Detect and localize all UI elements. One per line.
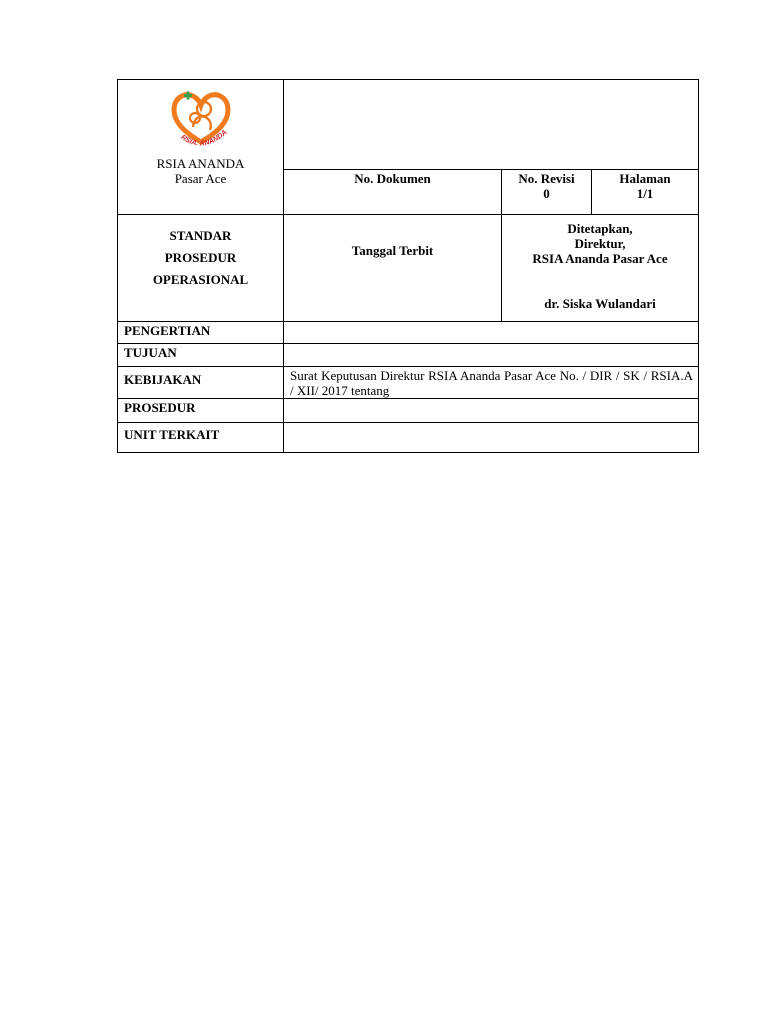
section-content-pengertian (284, 322, 699, 344)
approval-signatory: dr. Siska Wulandari (544, 296, 656, 311)
approval-cell (502, 215, 699, 322)
hospital-location: Pasar Ace (174, 171, 227, 186)
page-label: Halaman (619, 171, 671, 186)
section-row (118, 367, 699, 399)
section-row (118, 322, 699, 344)
section-content-unit-terkait (284, 423, 699, 453)
section-row (118, 399, 699, 423)
sop-title-line-3: OPERASIONAL (152, 272, 249, 287)
sop-form-table (117, 79, 699, 453)
logo-text: RSIA. ANANDA (178, 127, 229, 148)
revision-value: 0 (543, 186, 550, 201)
section-label-pengertian: PENGERTIAN (118, 322, 284, 344)
revision-cell (502, 170, 592, 215)
issue-date-label: Tanggal Terbit (351, 243, 434, 258)
section-label-prosedur: PROSEDUR (118, 399, 284, 423)
section-content-kebijakan: Surat Keputusan Direktur RSIA Ananda Pasar Ace No. / DIR / SK / RSIA.A / XII/ 2017 tentang (284, 367, 699, 399)
doc-number-label: No. Dokumen (354, 171, 431, 186)
revision-label: No. Revisi (518, 171, 575, 186)
sop-title-cell (118, 215, 284, 322)
section-label-unit-terkait: UNIT TERKAIT (118, 423, 284, 453)
rsia-ananda-logo-icon (166, 84, 236, 154)
document-title-cell (284, 80, 699, 170)
section-label-kebijakan: KEBIJAKAN (118, 367, 284, 399)
page-value: 1/1 (636, 186, 654, 201)
approval-line-2: Direktur, (574, 236, 626, 251)
section-row (118, 423, 699, 453)
section-content-prosedur (284, 399, 699, 423)
approval-line-3: RSIA Ananda Pasar Ace (532, 251, 668, 266)
page-cell (592, 170, 699, 215)
doc-number-cell (284, 170, 502, 215)
issue-date-cell (284, 215, 502, 322)
section-row (118, 344, 699, 367)
approval-line-1: Ditetapkan, (567, 221, 633, 236)
section-label-tujuan: TUJUAN (118, 344, 284, 367)
hospital-name: RSIA ANANDA (156, 156, 245, 171)
section-content-tujuan (284, 344, 699, 367)
sop-title-line-2: PROSEDUR (164, 250, 237, 265)
sop-title-line-1: STANDAR (169, 228, 232, 243)
hospital-identity-cell (118, 80, 284, 215)
